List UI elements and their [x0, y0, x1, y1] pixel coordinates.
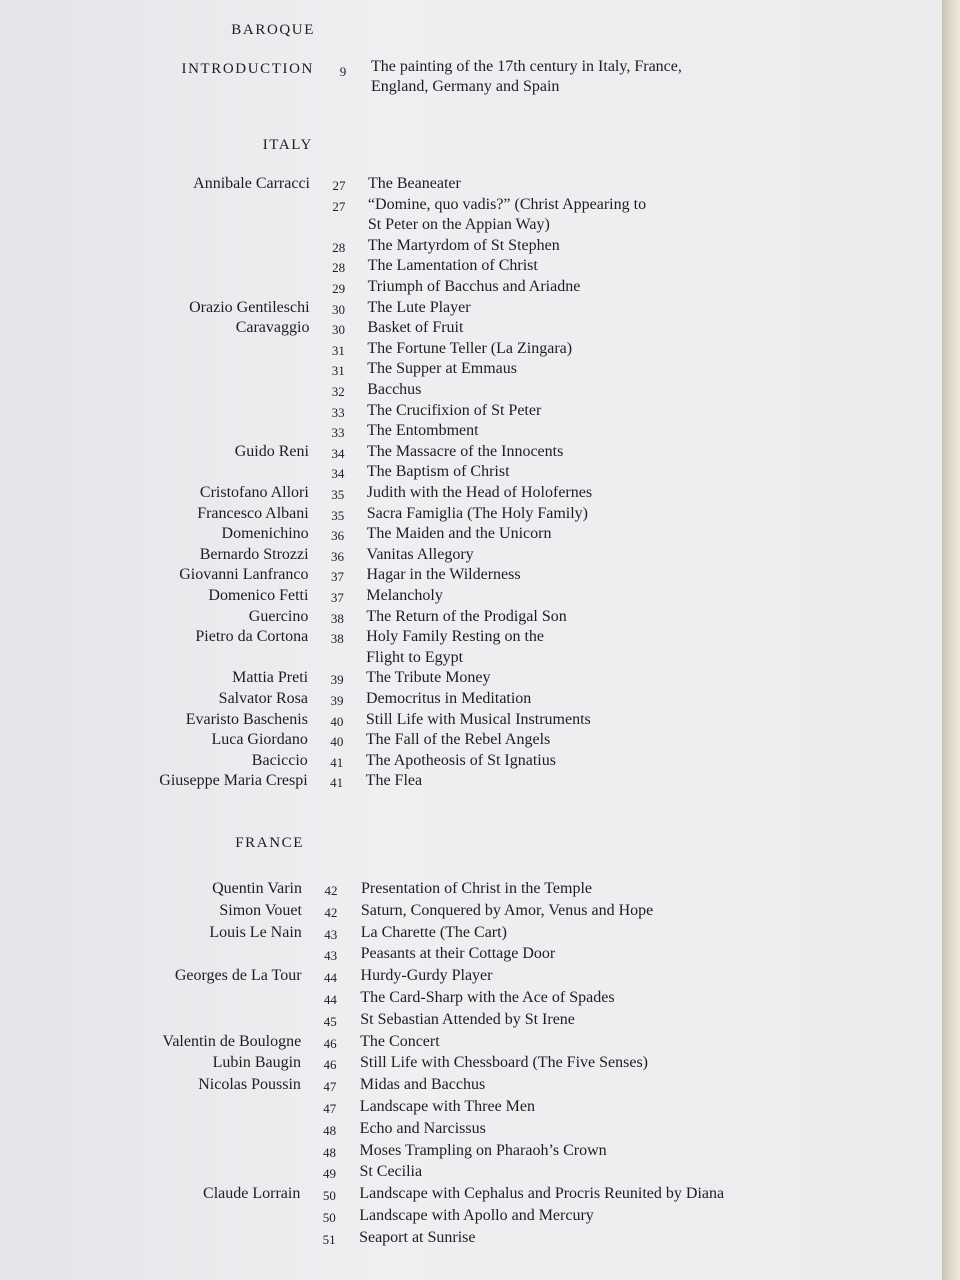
- toc-row: [0, 380, 942, 401]
- page-number: 42: [324, 883, 338, 898]
- artwork-title: St Sebastian Attended by St Irene: [360, 1010, 575, 1028]
- artwork-title: Moses Trampling on Pharaoh’s Crown: [359, 1141, 607, 1159]
- page-number: 37: [330, 590, 344, 605]
- page-number: 42: [324, 904, 338, 920]
- artist-name: Louis Le Nain: [209, 923, 302, 941]
- toc-row: [0, 442, 942, 463]
- page-number: 29: [332, 281, 346, 296]
- page-number: 31: [331, 342, 345, 358]
- artist-name: Claude Lorrain: [203, 1185, 301, 1203]
- artist-name: Georges de La Tour: [174, 967, 302, 985]
- artwork-title: Basket of Fruit: [367, 319, 464, 337]
- toc-row: [0, 421, 942, 442]
- artwork-title: La Charette (The Cart): [360, 923, 507, 941]
- toc-row: [0, 1097, 942, 1118]
- artist-name: Annibale Carracci: [193, 175, 310, 192]
- page-number: 49: [322, 1166, 336, 1182]
- artwork-title: The Supper at Emmaus: [367, 360, 518, 378]
- artwork-title: Democritus in Meditation: [366, 690, 532, 707]
- artist-name: Evaristo Baschenis: [185, 710, 308, 728]
- toc-row: [0, 944, 942, 965]
- page-number: 45: [323, 1013, 337, 1029]
- toc-row: [0, 1184, 942, 1205]
- toc-row: [0, 607, 942, 628]
- artwork-title: The Crucifixion of St Peter: [367, 401, 542, 419]
- toc-row: [0, 751, 942, 772]
- toc-row: [0, 524, 942, 545]
- toc-row: [0, 298, 942, 319]
- artist-name: Domenico Fetti: [208, 587, 309, 604]
- toc-row: [0, 966, 942, 987]
- page-number: 30: [332, 301, 346, 317]
- page-number: 43: [324, 948, 338, 964]
- page-number: 38: [330, 631, 344, 647]
- artist-name: Guercino: [248, 607, 309, 625]
- page-number: 28: [332, 239, 346, 255]
- section-heading-france: FRANCE: [235, 835, 304, 851]
- toc-row: [0, 174, 942, 195]
- page-number: 48: [323, 1122, 337, 1138]
- artwork-title: Seaport at Sunrise: [359, 1228, 476, 1246]
- artwork-title: Landscape with Three Men: [359, 1098, 535, 1115]
- page-number: 39: [330, 672, 344, 688]
- artist-name: Orazio Gentileschi: [189, 298, 310, 316]
- artwork-title: Vanitas Allegory: [366, 545, 474, 563]
- artwork-title: The Fortune Teller (La Zingara): [367, 339, 573, 357]
- page-number: 37: [330, 569, 344, 585]
- page-number: 43: [324, 926, 338, 942]
- toc-row: [0, 277, 942, 298]
- page-number: 34: [331, 466, 345, 482]
- introduction-line: The painting of the 17th century in Italy, France,: [371, 58, 682, 75]
- page-number: 47: [323, 1079, 337, 1095]
- toc-row: [0, 318, 942, 339]
- artwork-title: Landscape with Apollo and Mercury: [359, 1207, 594, 1224]
- page-number: 48: [323, 1144, 337, 1160]
- toc-row: [0, 1206, 942, 1227]
- page-number: 44: [323, 992, 337, 1007]
- page-number: 34: [331, 445, 345, 461]
- page-number: 28: [332, 260, 346, 276]
- toc-row: [0, 1075, 942, 1096]
- artist-name: Salvator Rosa: [218, 690, 308, 707]
- artist-name: Nicolas Poussin: [198, 1076, 301, 1094]
- page-number: 41: [330, 775, 344, 791]
- toc-row: [0, 545, 942, 566]
- toc-row: [0, 339, 942, 360]
- page-number: 31: [331, 363, 345, 379]
- artwork-title: The Beaneater: [368, 175, 461, 192]
- artwork-title: The Return of the Prodigal Son: [366, 607, 567, 625]
- artwork-title: St Peter on the Appian Way): [367, 216, 550, 234]
- page-number: 30: [331, 322, 345, 338]
- artwork-title: Saturn, Conquered by Amor, Venus and Hope: [360, 901, 654, 919]
- page-number: 41: [330, 754, 344, 770]
- artwork-title: Hurdy-Gurdy Player: [360, 967, 493, 985]
- toc-row: [0, 236, 942, 257]
- artist-name: Lubin Baugin: [212, 1054, 302, 1072]
- page-number: 39: [330, 693, 344, 708]
- page-number: 50: [322, 1210, 336, 1225]
- artwork-title: The Concert: [360, 1032, 440, 1050]
- toc-row: [0, 483, 942, 504]
- toc-row: [0, 988, 942, 1009]
- page-number: 46: [323, 1057, 337, 1073]
- page-number: 40: [330, 734, 344, 750]
- toc-row: [0, 923, 942, 944]
- artwork-title: The Fall of the Rebel Angels: [365, 731, 551, 749]
- artist-name: Bernardo Strozzi: [199, 545, 309, 563]
- artwork-title: Triumph of Bacchus and Ariadne: [367, 278, 581, 295]
- page-number: 36: [331, 528, 345, 544]
- page-number: 47: [323, 1101, 337, 1116]
- toc-row: [0, 1053, 942, 1074]
- artist-name: Domenichino: [221, 525, 309, 543]
- page-number: 50: [322, 1188, 336, 1204]
- toc-row: [0, 359, 942, 380]
- page-number: 27: [332, 198, 346, 214]
- artwork-title: The Martyrdom of St Stephen: [367, 236, 560, 254]
- toc-row: [0, 565, 942, 586]
- toc-row: [0, 1141, 942, 1162]
- page-number: 33: [331, 425, 345, 441]
- artwork-title: Holy Family Resting on the: [366, 628, 545, 646]
- artwork-title: The Lute Player: [367, 298, 471, 316]
- introduction-line: England, Germany and Spain: [371, 78, 560, 95]
- artwork-title: The Lamentation of Christ: [367, 257, 538, 275]
- artist-name: Giuseppe Maria Crespi: [159, 772, 308, 790]
- artist-name: Simon Vouet: [219, 901, 302, 919]
- page-number: 35: [331, 487, 345, 502]
- toc-row: [0, 401, 942, 422]
- page-edge: [942, 0, 960, 1280]
- toc-row: [0, 1032, 942, 1053]
- artwork-title: Flight to Egypt: [366, 648, 464, 666]
- book-heading: BAROQUE: [231, 22, 315, 38]
- artwork-title: “Domine, quo vadis?” (Christ Appearing to: [367, 195, 647, 213]
- artwork-title: Bacchus: [367, 381, 422, 398]
- toc-row: [0, 1162, 942, 1183]
- artist-name: Giovanni Lanfranco: [179, 566, 309, 584]
- artwork-title: Midas and Bacchus: [359, 1076, 486, 1094]
- artwork-title: The Flea: [365, 772, 423, 790]
- toc-row: [0, 462, 942, 483]
- toc-row: [0, 256, 942, 277]
- page-number: 51: [322, 1231, 336, 1247]
- artist-name: Caravaggio: [235, 319, 310, 337]
- page-number: 44: [324, 970, 338, 986]
- page-number: 35: [331, 507, 345, 523]
- toc-row: [0, 195, 942, 216]
- artwork-title: Hagar in the Wilderness: [366, 566, 521, 584]
- artwork-title: The Maiden and the Unicorn: [366, 525, 552, 543]
- artwork-title: The Apotheosis of St Ignatius: [365, 751, 556, 769]
- toc-row: [0, 668, 942, 689]
- section-heading-italy: ITALY: [262, 137, 313, 153]
- toc-row: [0, 648, 942, 669]
- artwork-title: Landscape with Cephalus and Procris Reunited by Diana: [359, 1185, 725, 1203]
- artwork-title: Peasants at their Cottage Door: [360, 945, 556, 963]
- introduction-text: [371, 57, 682, 97]
- toc-row: [0, 901, 942, 922]
- page-number: 32: [331, 384, 345, 399]
- artwork-title: Presentation of Christ in the Temple: [361, 880, 592, 897]
- introduction-label: INTRODUCTION: [181, 61, 314, 77]
- artwork-title: Echo and Narcissus: [359, 1119, 486, 1137]
- toc-row: [0, 771, 942, 792]
- toc-row: [0, 689, 942, 710]
- toc-row: [0, 627, 942, 648]
- artist-name: Pietro da Cortona: [195, 628, 309, 646]
- toc-row: [0, 1228, 942, 1249]
- artwork-title: The Tribute Money: [366, 669, 491, 687]
- artwork-title: St Cecilia: [359, 1163, 423, 1181]
- toc-row: [0, 1010, 942, 1031]
- artwork-title: The Baptism of Christ: [366, 463, 510, 481]
- artwork-title: The Massacre of the Innocents: [366, 442, 564, 460]
- artist-name: Luca Giordano: [211, 731, 308, 749]
- artist-name: Francesco Albani: [197, 504, 309, 522]
- artwork-title: Still Life with Chessboard (The Five Senses): [360, 1054, 648, 1072]
- artist-name: Cristofano Allori: [199, 484, 309, 501]
- artwork-title: Melancholy: [366, 587, 443, 604]
- toc-row: [0, 1119, 942, 1140]
- toc-row: [0, 504, 942, 525]
- page-number: 46: [323, 1035, 337, 1051]
- artwork-title: The Card-Sharp with the Ace of Spades: [360, 989, 615, 1006]
- artwork-title: Still Life with Musical Instruments: [365, 710, 591, 728]
- artist-name: Valentin de Boulogne: [162, 1032, 302, 1050]
- toc-row: [0, 710, 942, 731]
- toc-row: [0, 879, 942, 900]
- toc-row: [0, 215, 942, 236]
- page-number: 27: [332, 178, 346, 193]
- toc-row: [0, 586, 942, 607]
- introduction-page-number: 9: [339, 64, 347, 79]
- artist-name: Quentin Varin: [212, 880, 302, 897]
- artwork-title: Sacra Famiglia (The Holy Family): [366, 504, 588, 522]
- page-number: 40: [330, 713, 344, 729]
- page-number: 38: [330, 610, 344, 626]
- page-number: 33: [331, 404, 345, 420]
- artwork-title: The Entombment: [367, 422, 479, 440]
- artist-name: Mattia Preti: [232, 669, 309, 687]
- page-number: 36: [331, 548, 345, 564]
- artwork-title: Judith with the Head of Holofernes: [366, 484, 593, 501]
- artist-name: Guido Reni: [234, 442, 309, 460]
- toc-row: [0, 730, 942, 751]
- artist-name: Baciccio: [251, 751, 308, 769]
